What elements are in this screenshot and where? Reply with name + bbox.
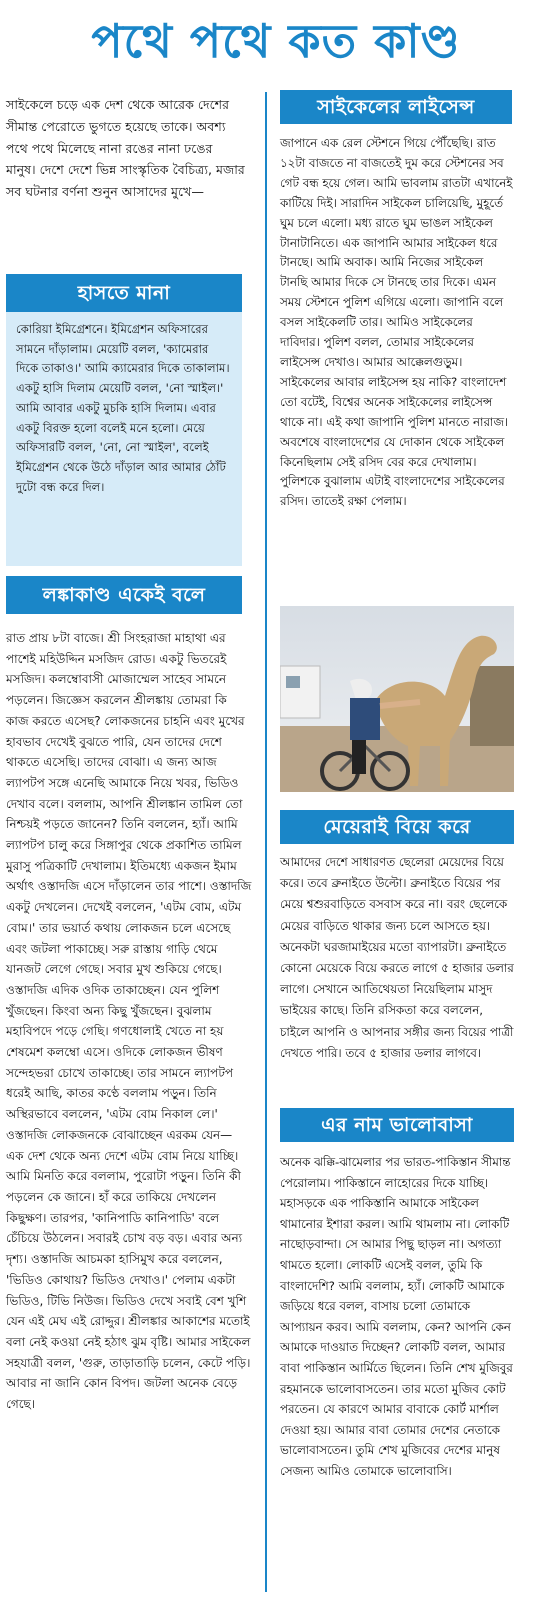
cyclist-camel-photo [280,606,514,792]
section-lanka-body-wrap [6,628,252,1415]
section-meyerai [280,810,514,1064]
section-box [6,312,242,566]
photo-illustration [280,606,514,792]
section-body: অনেক ঝক্কি-ঝামেলার পর ভারত-পাকিস্তান সীমান্ত পেরোলাম। পাকিস্তানে লাহোরের দিকে যাচ্ছি। মহাসড়কে এক পাকিস্তানি আমাকে সাইকেল থামানোর ইশারা করল। আমি থামলাম না। লোকটি নাছোড়বান্দা। সে আমার পিছু ছাড়ল না। অগত্যা থামতে হলো। লোকটি এসেই বলল, তুমি কি বাংলাদেশি? আমি বললাম, হ্যাঁ। লোকটি আমাকে জড়িয়ে ধরে বলল, বাসায় চলো তোমাকে আপ্যায়ন করব। আমি বললাম, কেন? আপনি কেন আমাকে দাওয়াত দিচ্ছেন? লোকটি বলল, আমার বাবা পাকিস্তান আর্মিতে ছিলেন। তিনি শেখ মুজিবুর রহমানকে ভালোবাসতেন। তার মতো মুজিব কোট পরতেন। যে কারণে আমার বাবাকে কোর্ট মার্শাল দেওয়া হয়। আমার বাবা তোমার দেশের নেতাকে ভালোবাসতেন। তুমি শেখ মুজিবের দেশের মানুষ সেজন্য আমিও তোমাকে ভালোবাসি। [280,1155,513,1478]
section-body: আমাদের দেশে সাধারণত ছেলেরা মেয়েদের বিয়ে করে। তবে ব্রুনাইতে উল্টো। ব্রুনাইতে বিয়ের পর মেয়ে শ্বশুরবাড়িতে বসবাস করে না। বরং ছেলেকে মেয়ের বাড়িতে থাকার জন্য চলে আসতে হয়। অনেকটা ঘরজামাইয়ের মতো ব্যাপারটা। ব্রুনাইতে কোনো মেয়েকে বিয়ে করতে লাগে ৫ হাজার ডলার লাগে। সেখানে আতিথেয়তা নিয়েছিলাম মাসুদ ভাইয়ের কাছে। তিনি রসিকতা করে বললেন, চাইলে আপনি ও আপনার সঙ্গীর জন্য বিয়ের পাত্রী দেখতে পারি। তবে ৫ হাজার ডলার লাগবে। [280,855,514,1060]
section-heading: মেয়েরাই বিয়ে করে [280,810,514,844]
page-title: পথে পথে কত কাণ্ড [91,14,461,68]
section-license [280,90,512,124]
column-divider [265,92,267,1592]
section-heading: সাইকেলের লাইসেন্স [280,90,512,124]
section-heading: এর নাম ভালোবাসা [280,1108,514,1142]
section-heading: হাসতে মানা [6,274,242,312]
intro-text: সাইকেলে চড়ে এক দেশ থেকে আরেক দেশের সীমান্ত পেরোতে ভুগতে হয়েছে তাকে। অবশ্য পথে পথে মিলেছে নানা রঙের নানা ঢঙের মানুষ। দেশে দেশে ভিন্ন সাংস্কৃতিক বৈচিত্র্য, মজার সব ঘটনার বর্ণনা শুনুন আসাদের মুখে— [6,97,245,200]
section-license-body-wrap [280,134,514,512]
section-hasse-mana [6,274,242,566]
section-body: রাত প্রায় ৮টা বাজে। শ্রী সিংহরাজা মাহাথা এর পাশেই মহিউদ্দিন মসজিদ রোড। একটু ভিতরেই মসজিদ। কলম্বোবাসী মোজাম্মেল সাহেব সামনে পড়লেন। জিজ্ঞেস করলেন শ্রীলঙ্কায় তোমরা কি কাজ করতে এসেছ? লোকজনের চাহনি এবং মুখের হাবভাব দেখেই বুঝতে পারি, যেন তাদের দেশে থাকতে এসেছি। তাদের বোঝা। এ জন্য আজ ল্যাপটপ সঙ্গে এনেছি আমাকে নিয়ে খবর, ভিডিও দেখাব বলে। বললাম, আপনি শ্রীলঙ্কান তামিল তো নিশ্চয়ই পড়তে জানেন? তিনি বললেন, হ্যাঁ। আমি ল্যাপটপ চালু করে সিঙ্গাপুর থেকে প্রকাশিত তামিল মুরাসু পত্রিকাটি দেখালাম। ইতিমধ্যে একজন ইমাম অর্থাৎ ওস্তাদজি এসে দাঁড়ালেন তার পাশে। ওস্তাদজি একটু দেখলেন। দেখেই বললেন, 'এটম বোম, এটম বোম।' তার ভয়ার্ত কথায় লোকজন চলে এসেছে এবং জটলা পাকাচ্ছে। সরু রাস্তায় গাড়ি থেমে যানজট লেগে গেছে। সবার মুখ শুকিয়ে গেছে। ওস্তাদজি এদিক ওদিক তাকাচ্ছেন। যেন পুলিশ খুঁজছেন। কিংবা অন্য কিছু খুঁজছেন। বুঝলাম মহাবিপদে পড়ে গেছি। গণধোলাই খেতে না হয় শেষমেশ কলম্বো এসে। ওদিকে লোকজন ভীষণ সন্দেহভরা চোখে তাকাচ্ছে। তার সামনে ল্যাপটপ ধরেই আছি, কাতর কণ্ঠে বললাম পড়ুন। তিনি অস্থিরভাবে বললেন, 'এটম বোম নিকাল লে।' ওস্তাদজি লোকজনকে বোঝাচ্ছেন এরকম যেন— এক দেশ থেকে অন্য দেশে এটম বোম নিয়ে যাচ্ছি। আমি মিনতি করে বললাম, পুরোটা পড়ুন। তিনি কী পড়লেন কে জানে। হাঁ করে তাকিয়ে দেখলেন কিছুক্ষণ। তারপর, 'কানিপাডি কানিপাডি' বলে চেঁচিয়ে উঠলেন। সবারই চোখ বড় বড়। এবার অন্য দৃশ্য। ওস্তাদজি আচমকা হাসিমুখ করে বললেন, 'ভিডিও কোথায়? ভিডিও দেখাও।' পেলাম একটা ভিডিও, টিভি নিউজ। ভিডিও দেখে সবাই বেশ খুশি যেন এই মেঘ এই রোদ্দুর। শ্রীলঙ্কার আকাশের মতোই বলা নেই কওয়া নেই হঠাৎ ঝুম বৃষ্টি। আমার সাইকেল সহযাত্রী বলল, 'গুরু, তাড়াতাড়ি চলেন, কেটে পড়ি। আবার না জানি কোন বিপদ। জটলা অনেক বেড়ে গেছে। [6,631,252,1412]
section-body: জাপানে এক রেল স্টেশনে গিয়ে পৌঁছেছি। রাত ১২টা বাজতে না বাজতেই দুম করে স্টেশনের সব গেট বন্ধ হয়ে গেল। আমি ভাবলাম রাতটা এখানেই কাটিয়ে দিই। সারাদিন সাইকেল চালিয়েছি, মুহূর্তে ঘুম চলে এলো। মধ্য রাতে ঘুম ভাঙল সাইকেল টানাটানিতে। এক জাপানি আমার সাইকেল ধরে টানছে। আমি অবাক। আমি নিজের সাইকেল টানছি আমার দিকে সে টানছে তার দিকে। এমন সময় স্টেশনে পুলিশ এগিয়ে এলো। জাপানি বলে বসল সাইকেলটি তার। আমিও সাইকেলের দাবিদার। পুলিশ বলল, তোমার সাইকেলের লাইসেন্স দেখাও। আমার আক্কেলগুড়ুম। সাইকেলের আবার লাইসেন্স হয় নাকি? বাংলাদেশ তো বটেই, বিশ্বের অনেক সাইকেলের লাইসেন্স থাকে না। এই কথা জাপানি পুলিশ মানতে নারাজ। অবশেষে বাংলাদেশের যে দোকান থেকে সাইকেল কিনেছিলাম সেই রসিদ বের করে দেখালাম। পুলিশকে বুঝালাম এটাই বাংলাদেশের সাইকেলের রসিদ। তাতেই রক্ষা পেলাম। [280,136,513,509]
section-bhalobasa [280,1108,514,1482]
left-column [6,94,252,203]
section-body: কোরিয়া ইমিগ্রেশনে। ইমিগ্রেশন অফিসারের সামনে দাঁড়ালাম। মেয়েটি বলল, 'ক্যামেরার দিকে তাকাও।' আমি ক্যামেরার দিকে তাকালাম। একটু হাসি দিলাম মেয়েটি বলল, 'নো স্মাইল।' আমি আবার একটু মুচকি হাসি দিলাম। এবার একটু বিরক্ত হলো বলেই মনে হলো। মেয়ে অফিসারটি বলল, 'নো, নো স্মাইল', বলেই ইমিগ্রেশন থেকে উঠে দাঁড়াল আর আমার ঠোঁট দুটো বন্ধ করে দিল। [16,322,230,494]
section-heading: লঙ্কাকাণ্ড একেই বলে [6,576,242,614]
section-lanka [6,576,242,614]
